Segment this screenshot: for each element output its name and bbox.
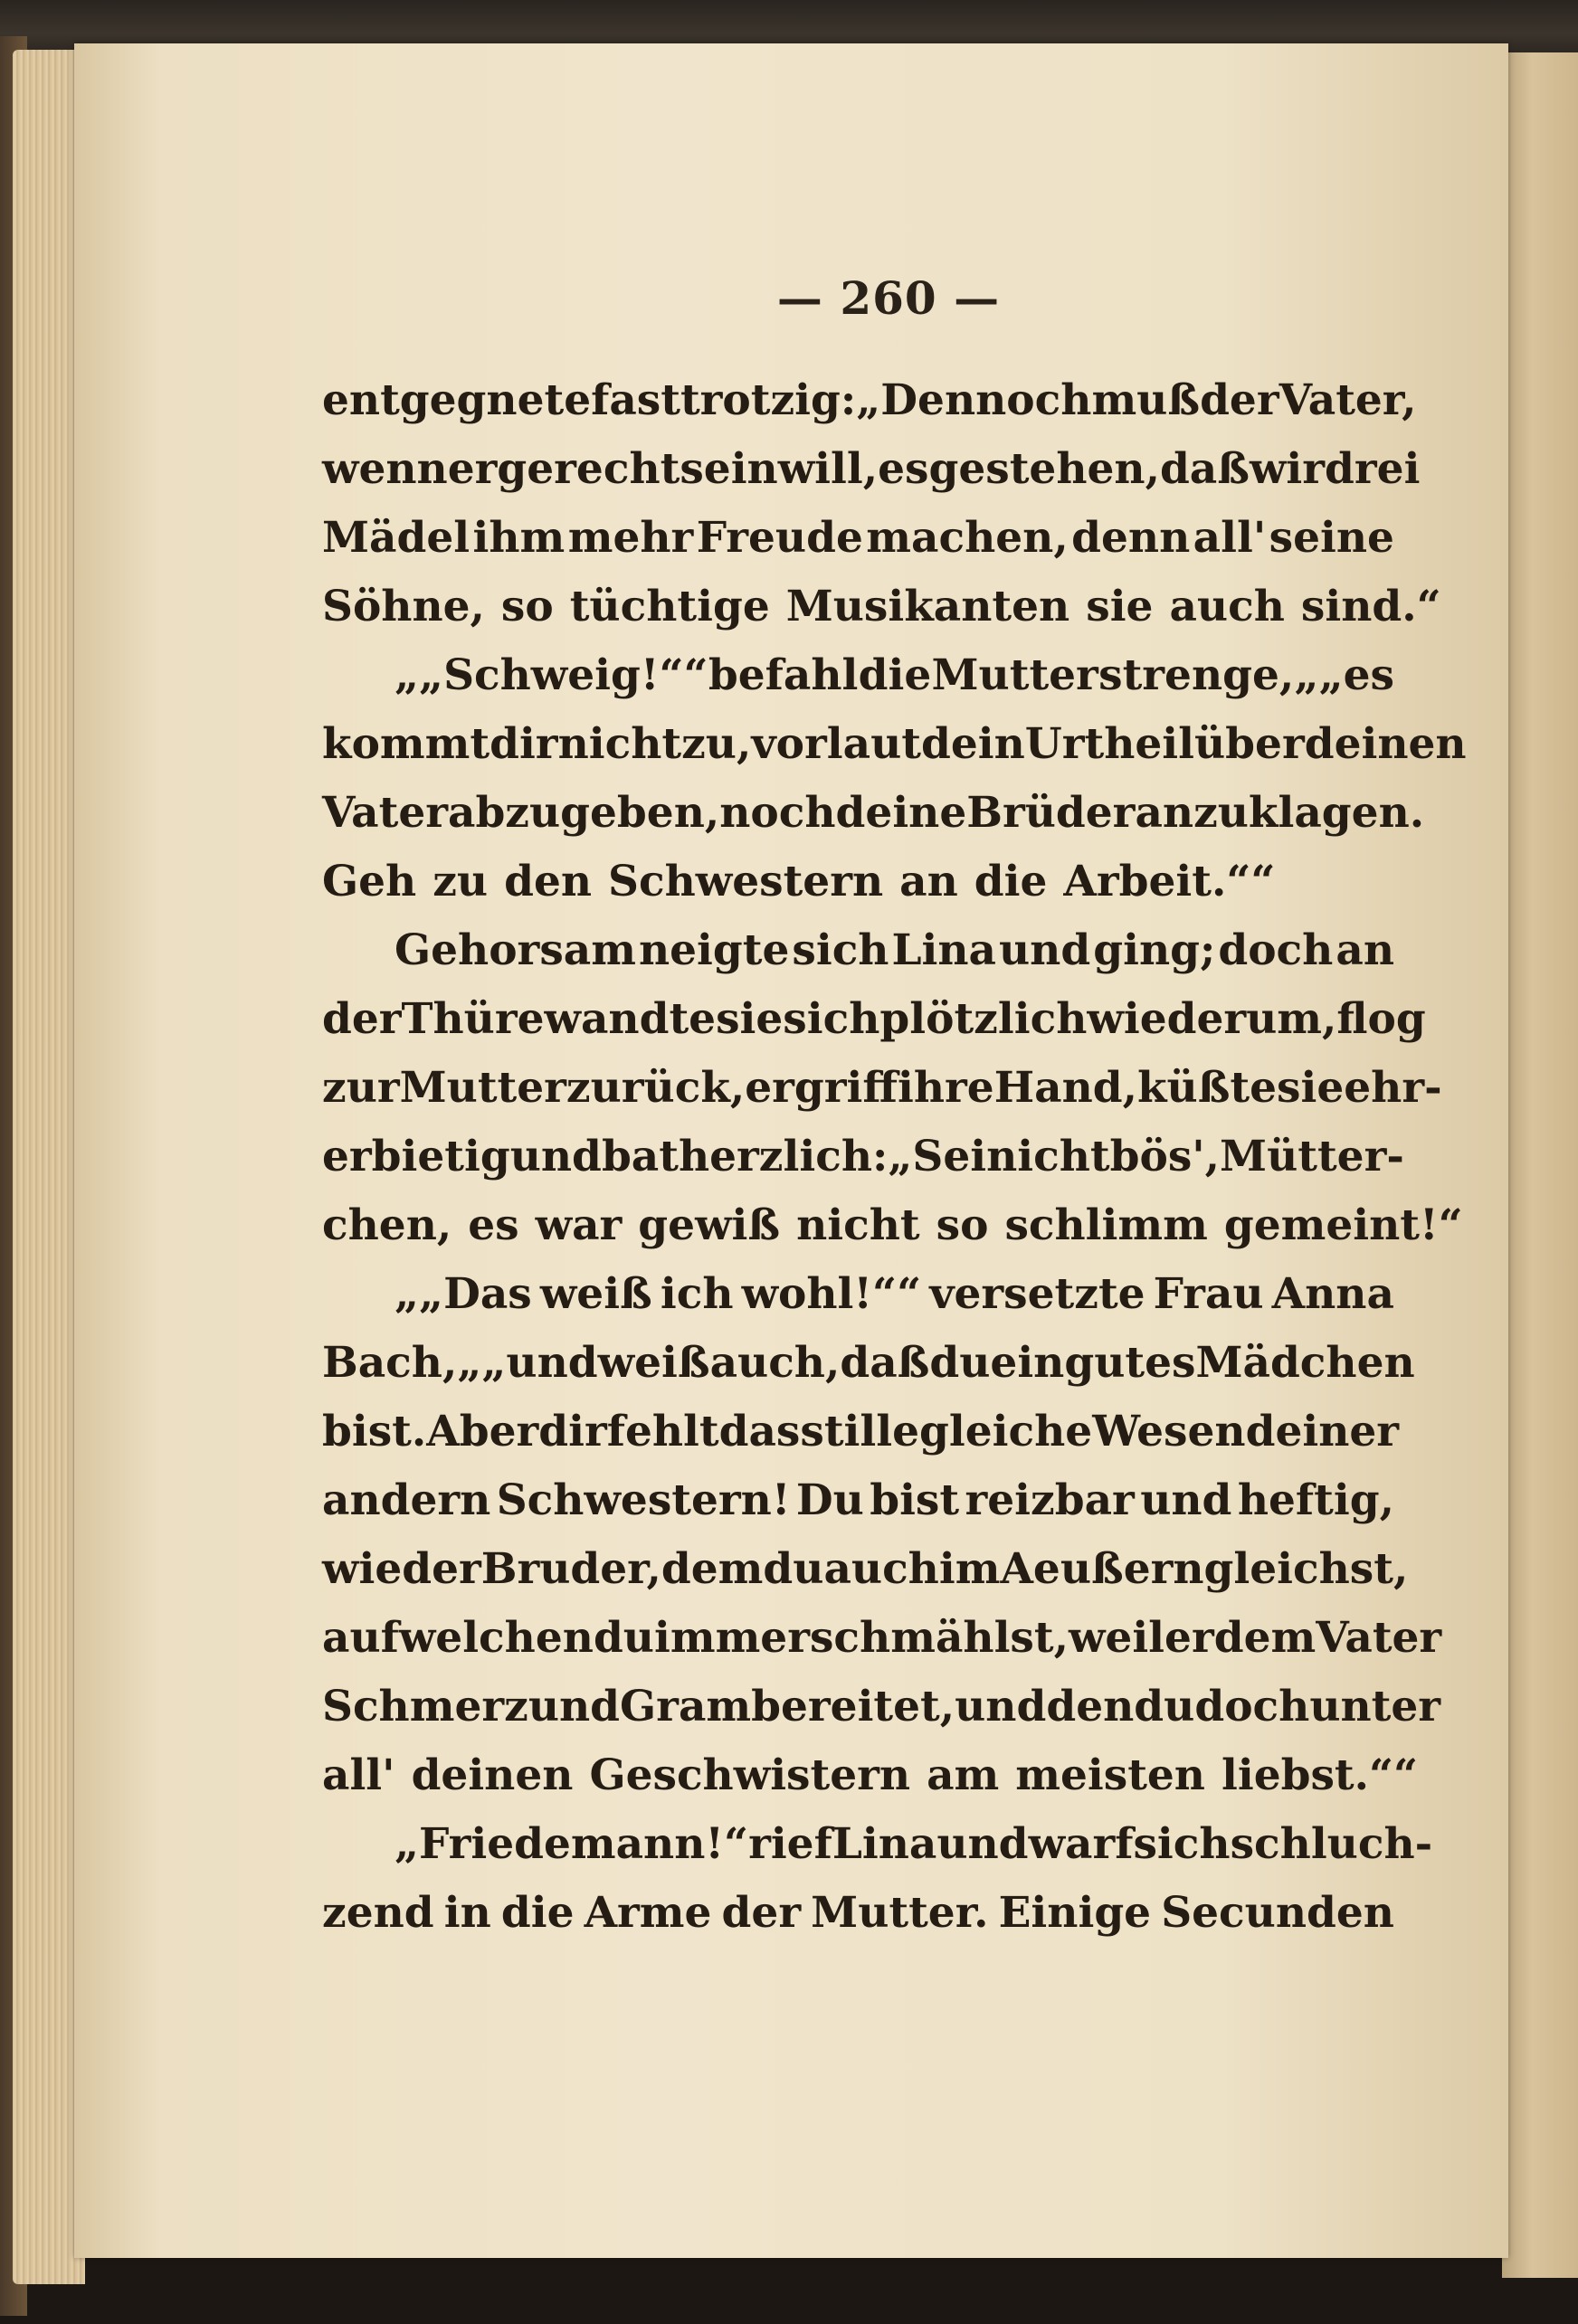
word: nicht (796, 1200, 920, 1250)
word: Du (795, 1475, 864, 1525)
word: in (443, 1888, 491, 1938)
word: Geschwistern (589, 1750, 911, 1800)
word: schmählst, (809, 1613, 1069, 1663)
word: er (447, 444, 498, 494)
word: plötzlich (879, 994, 1088, 1044)
word: gerecht (497, 444, 680, 494)
word: weiß (539, 1269, 652, 1319)
word: küßte (1136, 1063, 1278, 1113)
word: und (999, 925, 1091, 975)
word: Gram (620, 1682, 752, 1731)
word: strenge, (1098, 650, 1295, 700)
word: fast (591, 375, 680, 425)
word: der (721, 1888, 802, 1938)
word: auch (1169, 582, 1285, 631)
word: Mütter- (1220, 1132, 1404, 1181)
word: bist. (322, 1407, 427, 1456)
text-line (322, 1535, 1409, 1604)
text-line (322, 1879, 1394, 1948)
text-line (322, 1673, 1441, 1741)
word: trotzig: (680, 375, 857, 425)
word: wohl!““ (741, 1269, 922, 1319)
word: Geh (322, 857, 417, 906)
word: die (974, 857, 1048, 906)
word: ergriff (745, 1063, 898, 1113)
word: dem (1213, 1613, 1317, 1663)
word: ich (660, 1269, 734, 1319)
text-line (322, 1741, 1419, 1810)
word: zurück, (566, 1063, 746, 1113)
word: dem (661, 1544, 764, 1594)
word: „„Schweig!““ (394, 650, 708, 700)
word: auf (322, 1613, 399, 1663)
word: gleichst, (1203, 1544, 1409, 1594)
word: du (1134, 1682, 1195, 1731)
word: kommt (322, 719, 490, 769)
word: sind.“ (1300, 582, 1441, 631)
word: Wesen (1092, 1407, 1246, 1456)
word: so (936, 1200, 989, 1250)
word: du (593, 1613, 654, 1663)
word: zur (322, 1063, 400, 1113)
text-line (322, 1329, 1415, 1398)
word: Anna (1271, 1269, 1394, 1319)
word: drei (1325, 444, 1421, 494)
word: Vater (1316, 1613, 1442, 1663)
word: reizbar (965, 1475, 1135, 1525)
word: machen, (866, 513, 1069, 563)
word: noch (719, 788, 836, 838)
word: andern (322, 1475, 491, 1525)
word: stille (800, 1407, 920, 1456)
word: über (1194, 719, 1305, 769)
word: Schmerz (322, 1682, 528, 1731)
word: neigte (638, 925, 790, 975)
text-line (322, 1810, 1433, 1879)
word: Arbeit.““ (1063, 857, 1276, 906)
word: der (1200, 375, 1279, 425)
text-line (322, 985, 1426, 1054)
word: heftig, (1237, 1475, 1394, 1525)
word: auch (823, 1544, 939, 1594)
word: ehr- (1344, 1063, 1442, 1113)
word: ihre (898, 1063, 994, 1113)
word: dein (920, 719, 1025, 769)
next-page-edge (1502, 52, 1578, 2278)
word: fehlt (606, 1407, 719, 1456)
word: und (528, 1682, 621, 1731)
word: Lina (891, 925, 997, 975)
word: Söhne, (322, 582, 485, 631)
text-line (322, 848, 1394, 916)
word: sich (1133, 1819, 1231, 1869)
word: vorlaut (751, 719, 921, 769)
word: daß (840, 1338, 930, 1388)
word: nicht (557, 719, 682, 769)
word: Mutter (399, 1063, 566, 1113)
word: immer (653, 1613, 810, 1663)
word: all' (322, 1750, 395, 1800)
word: schlimm (1004, 1200, 1208, 1250)
word: Aber (426, 1407, 539, 1456)
word: Lina (832, 1819, 937, 1869)
word: warf (1028, 1819, 1134, 1869)
text-line (322, 1191, 1463, 1260)
text-line (322, 1123, 1404, 1191)
word: wieder (1087, 994, 1247, 1044)
word: gleiche (919, 1407, 1093, 1456)
word: Frau (1153, 1269, 1264, 1319)
word: die (858, 650, 932, 700)
word: „Dennoch (856, 375, 1092, 425)
word: Urtheil (1024, 719, 1195, 769)
word: Aeußern (1000, 1544, 1204, 1594)
word: „„Das (394, 1269, 532, 1319)
word: weiß (597, 1338, 710, 1388)
word: und (936, 1819, 1029, 1869)
word: schluch- (1230, 1819, 1433, 1869)
word: gewiß (638, 1200, 781, 1250)
text-line (322, 435, 1421, 504)
word: Schwestern! (496, 1475, 791, 1525)
word: das (718, 1407, 801, 1456)
word: meisten (1015, 1750, 1205, 1800)
word: die (500, 1888, 575, 1938)
word: muß (1091, 375, 1201, 425)
word: deiner (1245, 1407, 1400, 1456)
text-line (322, 641, 1394, 710)
word: im (938, 1544, 1001, 1594)
word: mehr (567, 513, 694, 563)
word: doch (1218, 925, 1334, 975)
word: Bruder, (480, 1544, 661, 1594)
word: erbietig (322, 1132, 510, 1181)
word: rief (748, 1819, 832, 1869)
word: Vater, (1279, 375, 1417, 425)
word: doch (1194, 1682, 1310, 1731)
word: daß (1159, 444, 1250, 494)
word: den (504, 857, 593, 906)
text-line (322, 779, 1425, 848)
word: chen, (322, 1200, 452, 1250)
word: und (955, 1682, 1047, 1731)
word: Thüre (401, 994, 545, 1044)
text-line (322, 504, 1394, 573)
word: zu, (681, 719, 752, 769)
word: „„es (1294, 650, 1394, 700)
word: Mädchen (1195, 1338, 1415, 1388)
word: ihm (472, 513, 566, 563)
text-line (322, 916, 1394, 985)
word: „Friedemann!“ (394, 1819, 749, 1869)
word: dir (538, 1407, 607, 1456)
word: sich (792, 925, 889, 975)
word: wie (322, 1544, 403, 1594)
word: unter (1309, 1682, 1441, 1731)
word: du (929, 1338, 991, 1388)
word: bös', (1109, 1132, 1221, 1181)
text-line (322, 366, 1417, 435)
word: sie (1086, 582, 1154, 631)
body-text (322, 366, 1467, 1948)
word: an (1336, 925, 1394, 975)
word: liebst.““ (1221, 1750, 1419, 1800)
word: deinen (411, 1750, 574, 1800)
word: den (1046, 1682, 1135, 1731)
word: so (500, 582, 554, 631)
word: Arme (584, 1888, 712, 1938)
word: ein (990, 1338, 1065, 1388)
word: sein (680, 444, 778, 494)
word: und (1140, 1475, 1232, 1525)
word: welchen (398, 1613, 594, 1663)
word: Secunden (1161, 1888, 1394, 1938)
word: nicht (986, 1132, 1110, 1181)
word: „„und (457, 1338, 598, 1388)
word: zend (322, 1888, 434, 1938)
word: auch, (709, 1338, 841, 1388)
word: Schwestern (608, 857, 884, 906)
word: deinen (1304, 719, 1467, 769)
word: wandte (544, 994, 717, 1044)
word: Einige (998, 1888, 1152, 1938)
word: Brüder (966, 788, 1136, 838)
word: und (509, 1132, 602, 1181)
word: der (322, 994, 402, 1044)
word: Vater (322, 788, 448, 838)
word: war (535, 1200, 623, 1250)
word: anzuklagen. (1135, 788, 1425, 838)
word: Hand, (993, 1063, 1137, 1113)
page-number: — 260 — (776, 271, 1001, 325)
word: gemeint!“ (1223, 1200, 1463, 1250)
text-line (322, 1604, 1442, 1673)
word: du (763, 1544, 824, 1594)
word: seine (1269, 513, 1394, 563)
text-line (322, 573, 1441, 641)
word: will, (777, 444, 879, 494)
word: bat (601, 1132, 679, 1181)
word: um, (1246, 994, 1337, 1044)
word: tüchtige (569, 582, 770, 631)
word: ging; (1093, 925, 1216, 975)
word: bereitet, (751, 1682, 955, 1731)
word: bist (870, 1475, 960, 1525)
word: sie (716, 994, 784, 1044)
word: es (878, 444, 929, 494)
word: entgegnete (322, 375, 592, 425)
word: wenn (322, 444, 448, 494)
word: denn (1071, 513, 1191, 563)
text-line (322, 710, 1467, 779)
word: Mutter (931, 650, 1098, 700)
word: gestehen, (928, 444, 1160, 494)
word: „Sei (888, 1132, 987, 1181)
word: Gehorsam (394, 925, 636, 975)
word: an (899, 857, 958, 906)
text-line (322, 1466, 1394, 1535)
word: dir (490, 719, 558, 769)
text-line (322, 1054, 1442, 1123)
word: Mutter. (811, 1888, 989, 1938)
word: befahl (708, 650, 859, 700)
word: Musikanten (785, 582, 1070, 631)
word: es (468, 1200, 519, 1250)
word: all' (1193, 513, 1267, 563)
word: deine (835, 788, 967, 838)
word: zu (433, 857, 489, 906)
word: flog (1336, 994, 1426, 1044)
word: sich (783, 994, 880, 1044)
word: am (927, 1750, 1000, 1800)
word: versetzte (929, 1269, 1145, 1319)
text-line (322, 1260, 1394, 1329)
word: Freude (696, 513, 863, 563)
word: gutes (1064, 1338, 1196, 1388)
text-line (322, 1398, 1400, 1466)
word: abzugeben, (447, 788, 720, 838)
word: weil (1068, 1613, 1165, 1663)
word: wir (1249, 444, 1326, 494)
word: herzlich: (678, 1132, 889, 1181)
word: er (1164, 1613, 1214, 1663)
word: der (402, 1544, 481, 1594)
word: sie (1277, 1063, 1345, 1113)
word: Mädel (322, 513, 471, 563)
word: Bach, (322, 1338, 458, 1388)
